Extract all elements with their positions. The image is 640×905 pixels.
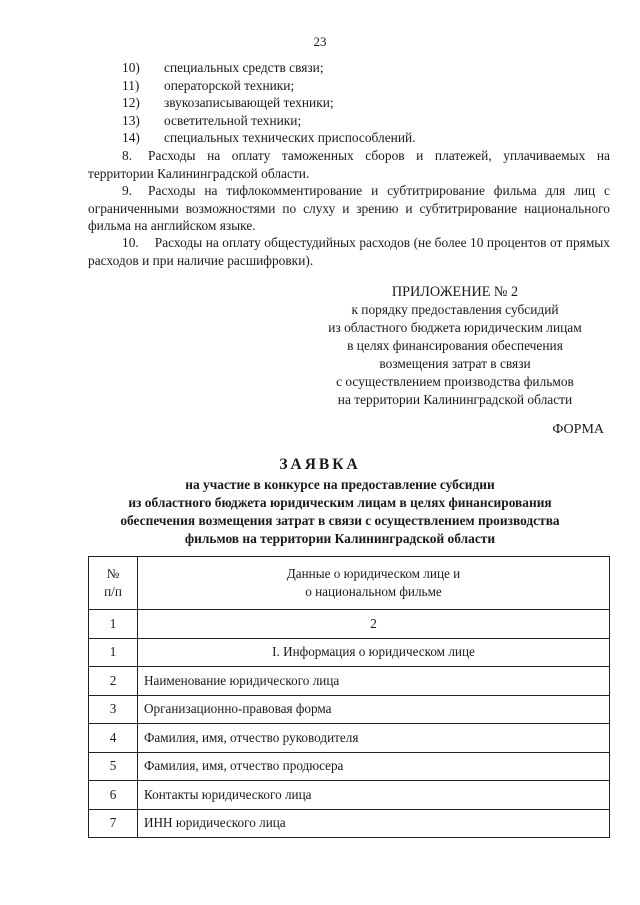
row-text-cell: Фамилия, имя, отчество руководителя bbox=[138, 724, 610, 753]
row-num-cell: 2 bbox=[89, 667, 138, 696]
row-num-cell: 5 bbox=[89, 752, 138, 781]
header-num-cell bbox=[89, 557, 138, 610]
row-text-cell: Фамилия, имя, отчество продюсера bbox=[138, 752, 610, 781]
row-text-cell: Контакты юридического лица bbox=[138, 781, 610, 810]
appendix-line: возмещения затрат в связи bbox=[379, 356, 531, 371]
appendix-block bbox=[300, 283, 610, 409]
table-row bbox=[89, 724, 610, 753]
header-num-line2: п/п bbox=[104, 584, 122, 599]
paragraph-8 bbox=[88, 147, 610, 182]
application-subtitle bbox=[60, 476, 620, 548]
appendix-line: с осуществлением производства фильмов bbox=[336, 374, 574, 389]
appendix-line: в целях финансирования обеспечения bbox=[347, 338, 563, 353]
list-item-text: специальных технических приспособлений. bbox=[164, 130, 416, 145]
application-title: ЗАЯВКА bbox=[279, 456, 361, 473]
paragraph-10 bbox=[88, 234, 610, 269]
list-item bbox=[122, 130, 582, 146]
paragraph-number: 9. bbox=[122, 183, 133, 198]
appendix-line: из областного бюджета юридическим лицам bbox=[328, 320, 582, 335]
row-text-cell: Наименование юридического лица bbox=[138, 667, 610, 696]
appendix-title: ПРИЛОЖЕНИЕ № 2 bbox=[391, 284, 519, 300]
list-item-text: операторской техники; bbox=[164, 77, 295, 93]
application-table bbox=[88, 556, 610, 838]
list-item bbox=[122, 95, 582, 111]
subtitle-line: обеспечения возмещения затрат в связи с осуществлением производства bbox=[120, 513, 560, 528]
page-number: 23 bbox=[313, 34, 327, 49]
table-header-row bbox=[89, 557, 610, 610]
paragraph-text: Расходы на тифлокомментирование и субтитрирование фильма для лиц с ограниченными возможностями по слуху и зрению и субтитрирование национального фильма на английском языке. bbox=[88, 183, 610, 233]
row-text-cell: Организационно-правовая форма bbox=[138, 695, 610, 724]
list-item bbox=[122, 78, 582, 94]
list-item-text: осветительной техники; bbox=[164, 112, 302, 128]
row-text-cell: ИНН юридического лица bbox=[138, 809, 610, 838]
list-item-number: 13) bbox=[122, 112, 140, 128]
row-num-cell: 7 bbox=[89, 809, 138, 838]
row-num-cell: 3 bbox=[89, 695, 138, 724]
subtitle-line: фильмов на территории Калининградской области bbox=[184, 531, 496, 546]
table-row bbox=[89, 752, 610, 781]
paragraph-number: 8. bbox=[122, 148, 133, 163]
list-item-number: 10) bbox=[122, 60, 140, 75]
column-number-cell: 1 bbox=[89, 610, 138, 639]
section-num-cell: 1 bbox=[89, 638, 138, 667]
section-row bbox=[89, 638, 610, 667]
header-data-cell bbox=[138, 557, 610, 610]
row-num-cell: 4 bbox=[89, 724, 138, 753]
list-item-number: 11) bbox=[122, 77, 140, 93]
table-row bbox=[89, 667, 610, 696]
header-num-line1: № bbox=[106, 566, 120, 581]
paragraph-text: Расходы на оплату общестудийных расходов (не более 10 процентов от прямых расходов и при наличие расшифровки). bbox=[88, 235, 610, 268]
list-item bbox=[122, 113, 582, 129]
paragraph-9 bbox=[88, 182, 610, 235]
table-row bbox=[89, 809, 610, 838]
column-number-row bbox=[89, 610, 610, 639]
list-item-text: специальных средств связи; bbox=[164, 60, 324, 75]
list-item bbox=[122, 60, 582, 76]
table-row bbox=[89, 695, 610, 724]
header-data-line2: о национальном фильме bbox=[305, 584, 442, 599]
table-row bbox=[89, 781, 610, 810]
subtitle-line: из областного бюджета юридическим лицам в целях финансирования bbox=[128, 495, 552, 510]
paragraph-text: Расходы на оплату таможенных сборов и платежей, уплачиваемых на территории Калининградской области. bbox=[88, 148, 610, 181]
paragraph-number: 10. bbox=[122, 235, 139, 250]
header-data-line1: Данные о юридическом лице и bbox=[286, 566, 461, 581]
appendix-line: к порядку предоставления субсидий bbox=[351, 302, 559, 317]
list-item-number: 12) bbox=[122, 95, 140, 110]
row-num-cell: 6 bbox=[89, 781, 138, 810]
section-title-cell: I. Информация о юридическом лице bbox=[138, 638, 610, 667]
list-item-text: звукозаписывающей техники; bbox=[164, 95, 334, 110]
column-number-cell: 2 bbox=[138, 610, 610, 639]
appendix-line: на территории Калининградской области bbox=[337, 392, 573, 407]
subtitle-line: на участие в конкурсе на предоставление субсидии bbox=[185, 477, 495, 492]
form-label: ФОРМА bbox=[552, 422, 604, 437]
list-item-number: 14) bbox=[122, 130, 140, 145]
